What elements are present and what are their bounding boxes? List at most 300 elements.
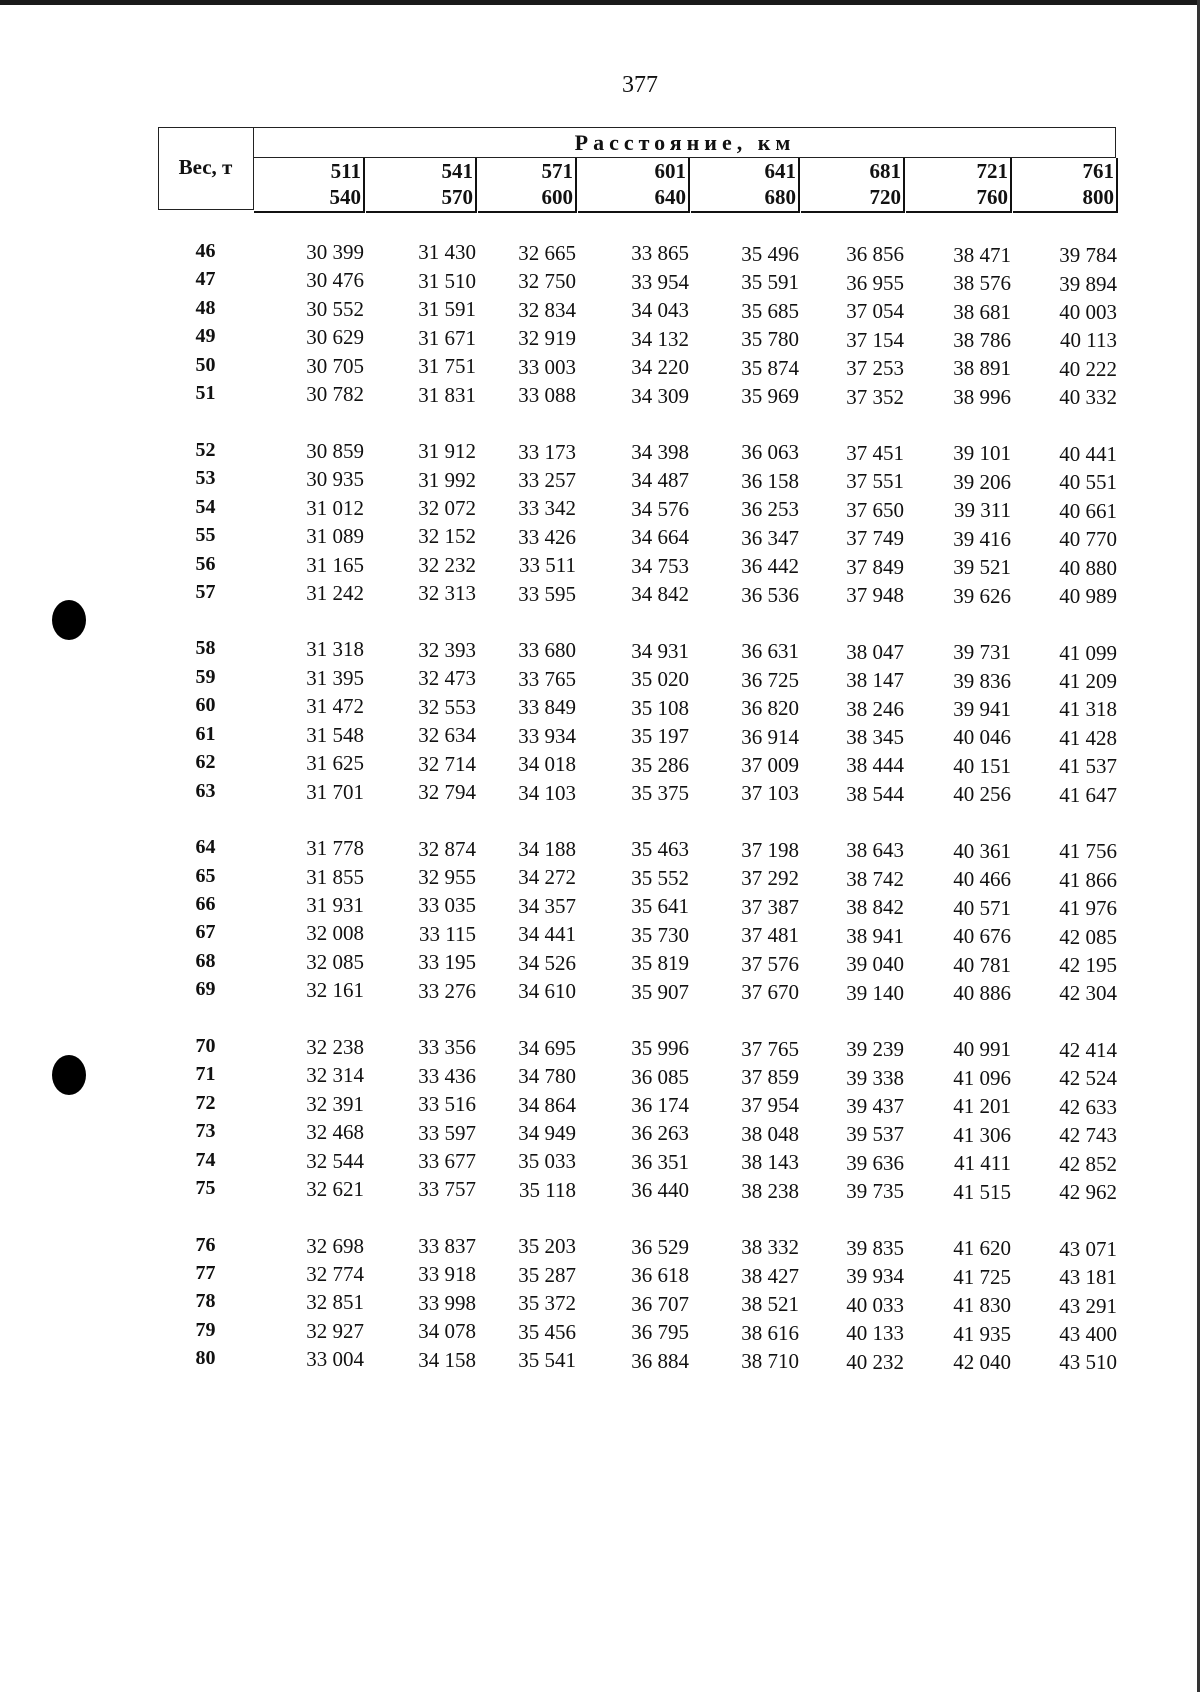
value-cell: 31 855 — [306, 864, 364, 889]
value-cell: 33 342 — [518, 496, 576, 521]
weight-cell: 64 — [195, 836, 216, 859]
value-cell: 31 089 — [306, 524, 364, 549]
value-cell: 40 232 — [846, 1349, 904, 1374]
table-row — [158, 1177, 1116, 1203]
weight-cell: 72 — [195, 1091, 216, 1114]
value-cell: 43 071 — [1059, 1236, 1117, 1261]
table-row — [158, 780, 1116, 806]
table-row — [158, 865, 1116, 891]
value-cell: 33 597 — [418, 1120, 476, 1145]
value-cell: 32 698 — [306, 1233, 364, 1258]
value-cell: 34 188 — [518, 836, 576, 861]
table-row — [158, 325, 1116, 351]
value-cell: 35 463 — [631, 837, 689, 862]
value-cell: 36 631 — [741, 639, 799, 664]
value-cell: 37 576 — [741, 951, 799, 976]
value-cell: 32 919 — [518, 326, 576, 351]
value-cell: 33 765 — [518, 666, 576, 691]
value-cell: 34 864 — [518, 1092, 576, 1117]
value-cell: 36 725 — [741, 667, 799, 692]
value-cell: 38 238 — [741, 1178, 799, 1203]
value-cell: 32 152 — [418, 524, 476, 549]
value-cell: 41 096 — [953, 1065, 1011, 1090]
value-cell: 38 246 — [846, 696, 904, 721]
value-cell: 34 949 — [518, 1121, 576, 1146]
table-row — [158, 1063, 1116, 1089]
value-cell: 38 616 — [741, 1320, 799, 1345]
value-cell: 41 620 — [953, 1236, 1011, 1261]
value-cell: 36 820 — [741, 696, 799, 721]
value-cell: 42 633 — [1059, 1094, 1117, 1119]
value-cell: 40 033 — [846, 1292, 904, 1317]
weight-cell: 52 — [195, 438, 216, 461]
weight-cell: 58 — [195, 637, 216, 660]
range-to: 800 — [1082, 185, 1114, 209]
value-cell: 40 151 — [953, 753, 1011, 778]
value-cell: 30 935 — [306, 467, 364, 492]
value-cell: 35 874 — [741, 355, 799, 380]
value-cell: 34 158 — [418, 1347, 476, 1372]
value-cell: 35 730 — [631, 922, 689, 947]
weight-cell: 67 — [195, 921, 216, 944]
table-row — [158, 467, 1116, 493]
value-cell: 31 165 — [306, 552, 364, 577]
value-cell: 36 618 — [631, 1263, 689, 1288]
table-row — [158, 836, 1116, 862]
value-cell: 40 113 — [1060, 328, 1117, 353]
table-row — [158, 893, 1116, 919]
value-cell: 32 314 — [306, 1063, 364, 1088]
range-from: 571 — [541, 159, 573, 183]
value-cell: 34 487 — [631, 468, 689, 493]
value-cell: 33 276 — [418, 978, 476, 1003]
value-cell: 36 440 — [631, 1178, 689, 1203]
value-cell: 35 591 — [741, 270, 799, 295]
value-cell: 32 714 — [418, 751, 476, 776]
value-cell: 42 743 — [1059, 1123, 1117, 1148]
value-cell: 34 132 — [631, 326, 689, 351]
value-cell: 33 115 — [419, 921, 476, 946]
table-row — [158, 1262, 1116, 1288]
value-cell: 35 456 — [518, 1319, 576, 1344]
table-row — [158, 666, 1116, 692]
value-cell: 31 430 — [418, 240, 476, 265]
value-cell: 40 781 — [953, 952, 1011, 977]
value-cell: 37 765 — [741, 1036, 799, 1061]
value-cell: 35 286 — [631, 752, 689, 777]
value-cell: 31 931 — [306, 893, 364, 917]
value-cell: 34 357 — [518, 893, 576, 918]
value-cell: 32 008 — [306, 921, 364, 946]
value-cell: 32 665 — [518, 240, 576, 265]
value-cell: 38 681 — [953, 299, 1011, 324]
value-cell: 33 003 — [518, 354, 576, 379]
table-row — [158, 524, 1116, 550]
value-cell: 36 914 — [741, 724, 799, 749]
distance-range-header — [906, 158, 1012, 213]
page-top-edge — [0, 0, 1200, 5]
value-cell: 32 851 — [306, 1290, 364, 1315]
value-cell: 33 035 — [418, 893, 476, 918]
weight-cell: 57 — [195, 580, 216, 603]
value-cell: 41 428 — [1059, 725, 1117, 750]
value-cell: 31 012 — [306, 495, 364, 520]
range-to: 720 — [869, 185, 901, 209]
weight-cell: 73 — [195, 1120, 216, 1143]
value-cell: 35 641 — [631, 894, 689, 919]
value-cell: 33 436 — [418, 1063, 476, 1088]
value-cell: 30 705 — [306, 353, 364, 378]
value-cell: 40 989 — [1059, 584, 1117, 609]
value-cell: 32 238 — [306, 1034, 364, 1059]
value-cell: 39 735 — [846, 1179, 904, 1204]
value-cell: 39 140 — [846, 980, 904, 1005]
table-row — [158, 382, 1116, 408]
value-cell: 40 222 — [1059, 356, 1117, 381]
value-cell: 42 195 — [1059, 953, 1117, 978]
value-cell: 33 173 — [518, 439, 576, 464]
weight-cell: 60 — [195, 694, 216, 717]
value-cell: 33 998 — [418, 1290, 476, 1315]
value-cell: 35 197 — [631, 724, 689, 749]
table-row — [158, 297, 1116, 323]
punch-hole-upper — [52, 600, 86, 640]
value-cell: 41 830 — [953, 1293, 1011, 1318]
value-cell: 34 526 — [518, 950, 576, 975]
value-cell: 40 133 — [846, 1321, 904, 1346]
value-cell: 32 750 — [518, 269, 576, 294]
value-cell: 37 009 — [741, 752, 799, 777]
value-cell: 32 544 — [306, 1148, 364, 1173]
value-cell: 40 880 — [1059, 555, 1117, 580]
distance-range-header — [478, 158, 577, 213]
weight-cell: 69 — [195, 978, 216, 1001]
table-row — [158, 1319, 1116, 1345]
table-row — [158, 723, 1116, 749]
value-cell: 34 018 — [518, 752, 576, 777]
value-cell: 35 108 — [631, 695, 689, 720]
value-cell: 34 078 — [418, 1319, 476, 1344]
value-cell: 40 991 — [953, 1037, 1011, 1062]
page-number: 377 — [622, 72, 658, 98]
range-from: 541 — [441, 159, 473, 183]
weight-cell: 56 — [195, 552, 216, 575]
range-from: 761 — [1082, 159, 1114, 183]
value-cell: 33 849 — [518, 695, 576, 720]
range-from: 681 — [869, 159, 901, 183]
value-cell: 37 451 — [846, 440, 904, 465]
value-cell: 31 548 — [306, 722, 364, 747]
value-cell: 33 356 — [418, 1035, 476, 1060]
value-cell: 38 471 — [953, 242, 1011, 267]
weight-cell: 53 — [195, 467, 216, 490]
value-cell: 34 103 — [518, 780, 576, 805]
value-cell: 37 292 — [741, 866, 799, 891]
value-cell: 34 753 — [631, 553, 689, 578]
value-cell: 39 040 — [846, 952, 904, 977]
value-cell: 35 996 — [631, 1036, 689, 1061]
value-cell: 42 304 — [1059, 981, 1117, 1006]
weight-cell: 79 — [195, 1318, 216, 1341]
value-cell: 40 571 — [953, 895, 1011, 920]
value-cell: 40 770 — [1059, 527, 1117, 552]
value-cell: 34 780 — [518, 1064, 576, 1089]
value-cell: 41 318 — [1059, 697, 1117, 722]
value-cell: 40 551 — [1059, 470, 1117, 495]
value-cell: 34 272 — [518, 865, 576, 890]
value-cell: 34 842 — [631, 582, 689, 607]
value-cell: 33 757 — [418, 1177, 476, 1202]
value-cell: 34 931 — [631, 638, 689, 663]
value-cell: 41 976 — [1059, 896, 1117, 921]
value-cell: 31 751 — [418, 354, 476, 379]
distance-range-header — [366, 158, 477, 213]
value-cell: 38 147 — [846, 668, 904, 693]
table-row — [158, 694, 1116, 720]
value-cell: 33 680 — [518, 638, 576, 663]
value-cell: 34 610 — [518, 979, 576, 1004]
value-cell: 32 955 — [418, 864, 476, 889]
value-cell: 39 894 — [1059, 271, 1117, 296]
value-cell: 39 731 — [953, 640, 1011, 665]
value-cell: 35 372 — [518, 1291, 576, 1316]
value-cell: 38 521 — [741, 1292, 799, 1317]
weight-cell: 55 — [195, 524, 216, 547]
value-cell: 36 884 — [631, 1348, 689, 1373]
value-cell: 36 955 — [846, 270, 904, 295]
value-cell: 38 332 — [741, 1235, 799, 1260]
value-cell: 38 576 — [953, 271, 1011, 296]
value-cell: 36 536 — [741, 582, 799, 607]
value-cell: 39 835 — [846, 1235, 904, 1260]
weight-cell: 59 — [195, 665, 216, 688]
value-cell: 32 393 — [418, 637, 476, 662]
value-cell: 37 650 — [846, 497, 904, 522]
value-cell: 32 834 — [518, 297, 576, 322]
distance-range-header — [801, 158, 905, 213]
value-cell: 35 552 — [631, 865, 689, 890]
range-from: 721 — [976, 159, 1008, 183]
value-cell: 33 195 — [418, 950, 476, 975]
value-cell: 31 510 — [418, 268, 476, 293]
value-cell: 32 391 — [306, 1091, 364, 1116]
value-cell: 35 907 — [631, 979, 689, 1004]
value-cell: 41 099 — [1059, 640, 1117, 665]
value-cell: 36 158 — [741, 468, 799, 493]
value-cell: 30 399 — [306, 240, 364, 264]
value-cell: 32 553 — [418, 694, 476, 719]
value-cell: 39 784 — [1059, 243, 1117, 268]
value-cell: 32 774 — [306, 1261, 364, 1286]
table-row — [158, 950, 1116, 976]
weight-cell: 51 — [195, 382, 216, 405]
value-cell: 41 866 — [1059, 867, 1117, 892]
value-cell: 32 232 — [418, 552, 476, 577]
value-cell: 34 664 — [631, 525, 689, 550]
value-cell: 31 472 — [306, 694, 364, 719]
value-cell: 37 154 — [846, 327, 904, 352]
value-cell: 38 427 — [741, 1263, 799, 1288]
table-row — [158, 1290, 1116, 1316]
weight-cell: 54 — [195, 495, 216, 518]
value-cell: 38 643 — [846, 838, 904, 863]
value-cell: 37 253 — [846, 356, 904, 381]
value-cell: 35 780 — [741, 327, 799, 352]
range-to: 640 — [654, 185, 686, 209]
value-cell: 36 263 — [631, 1121, 689, 1146]
value-cell: 38 048 — [741, 1121, 799, 1146]
value-cell: 37 198 — [741, 837, 799, 862]
value-cell: 33 004 — [306, 1347, 364, 1372]
value-cell: 30 552 — [306, 296, 364, 321]
value-cell: 37 948 — [846, 583, 904, 608]
value-cell: 41 306 — [953, 1122, 1011, 1147]
value-cell: 33 865 — [631, 241, 689, 266]
value-cell: 40 361 — [953, 838, 1011, 863]
distance-range-header — [254, 158, 365, 213]
value-cell: 36 795 — [631, 1320, 689, 1345]
value-cell: 40 441 — [1059, 441, 1117, 466]
weight-cell: 61 — [195, 722, 216, 745]
value-cell: 32 874 — [418, 836, 476, 861]
value-cell: 31 242 — [306, 580, 364, 605]
value-cell: 41 209 — [1059, 668, 1117, 693]
value-cell: 39 537 — [846, 1122, 904, 1147]
value-cell: 31 671 — [418, 325, 476, 350]
value-cell: 32 794 — [418, 780, 476, 805]
table-row — [158, 496, 1116, 522]
weight-cell: 66 — [195, 893, 216, 915]
value-cell: 36 085 — [631, 1064, 689, 1089]
value-cell: 39 836 — [953, 668, 1011, 693]
value-cell: 39 101 — [953, 441, 1011, 466]
value-cell: 30 859 — [306, 438, 364, 463]
value-cell: 35 496 — [741, 241, 799, 266]
value-cell: 35 287 — [518, 1262, 576, 1287]
value-cell: 33 677 — [418, 1149, 476, 1174]
value-cell: 35 819 — [631, 951, 689, 976]
value-cell: 43 181 — [1059, 1265, 1117, 1290]
range-from: 601 — [654, 159, 686, 183]
value-cell: 32 313 — [418, 581, 476, 606]
weight-cell: 68 — [195, 949, 216, 972]
value-cell: 42 040 — [953, 1349, 1011, 1374]
value-cell: 43 400 — [1059, 1321, 1117, 1346]
value-cell: 33 426 — [518, 524, 576, 549]
value-cell: 36 174 — [631, 1093, 689, 1118]
value-cell: 36 529 — [631, 1234, 689, 1259]
value-cell: 33 595 — [518, 581, 576, 606]
value-cell: 33 511 — [519, 553, 576, 578]
value-cell: 34 441 — [518, 922, 576, 947]
value-cell: 36 347 — [741, 525, 799, 550]
table-row — [158, 921, 1116, 947]
table-row — [158, 637, 1116, 663]
table-row — [158, 978, 1116, 1004]
weight-cell: 74 — [195, 1148, 216, 1171]
value-cell: 38 544 — [846, 781, 904, 806]
value-cell: 31 912 — [418, 439, 476, 464]
value-cell: 35 020 — [631, 667, 689, 692]
value-cell: 36 063 — [741, 440, 799, 465]
weight-cell: 46 — [195, 240, 216, 262]
value-cell: 30 629 — [306, 325, 364, 350]
value-cell: 31 318 — [306, 637, 364, 662]
value-cell: 38 786 — [953, 328, 1011, 353]
value-cell: 32 621 — [306, 1177, 364, 1202]
weight-cell: 48 — [195, 296, 216, 319]
value-cell: 36 351 — [631, 1149, 689, 1174]
value-cell: 39 311 — [954, 498, 1011, 523]
value-cell: 34 398 — [631, 440, 689, 465]
value-cell: 30 782 — [306, 382, 364, 407]
distance-header-title: Расстояние, км — [574, 130, 796, 155]
value-cell: 34 220 — [631, 355, 689, 380]
value-cell: 40 466 — [953, 867, 1011, 892]
value-cell: 31 625 — [306, 751, 364, 776]
value-cell: 37 481 — [741, 923, 799, 948]
value-cell: 33 837 — [418, 1233, 476, 1258]
value-cell: 30 476 — [306, 268, 364, 293]
weight-cell: 80 — [195, 1347, 216, 1370]
value-cell: 39 338 — [846, 1065, 904, 1090]
value-cell: 33 918 — [418, 1262, 476, 1287]
value-cell: 41 725 — [953, 1264, 1011, 1289]
value-cell: 41 537 — [1059, 754, 1117, 779]
value-cell: 41 515 — [953, 1179, 1011, 1204]
table-row — [158, 1092, 1116, 1118]
weight-cell: 65 — [195, 864, 216, 887]
value-cell: 40 676 — [953, 924, 1011, 949]
value-cell: 38 842 — [846, 895, 904, 920]
header-rule — [158, 127, 1116, 128]
value-cell: 38 891 — [953, 356, 1011, 381]
value-cell: 38 444 — [846, 753, 904, 778]
value-cell: 37 387 — [741, 894, 799, 919]
weight-cell: 62 — [195, 751, 216, 774]
value-cell: 35 033 — [518, 1149, 576, 1174]
value-cell: 34 576 — [631, 496, 689, 521]
range-to: 600 — [541, 185, 573, 209]
value-cell: 35 541 — [518, 1348, 576, 1373]
value-cell: 33 257 — [518, 468, 576, 493]
table-row — [158, 1149, 1116, 1175]
value-cell: 43 510 — [1059, 1350, 1117, 1375]
value-cell: 38 941 — [846, 923, 904, 948]
value-cell: 33 934 — [518, 723, 576, 748]
value-cell: 41 201 — [953, 1094, 1011, 1119]
value-cell: 39 941 — [953, 696, 1011, 721]
value-cell: 31 701 — [306, 779, 364, 804]
range-to: 760 — [976, 185, 1008, 209]
table-header — [158, 127, 1116, 211]
value-cell: 31 591 — [418, 297, 476, 322]
value-cell: 39 239 — [846, 1037, 904, 1062]
table-row — [158, 240, 1116, 266]
table-row — [158, 1120, 1116, 1146]
weight-cell: 71 — [195, 1063, 216, 1086]
value-cell: 40 332 — [1059, 385, 1117, 410]
table-row — [158, 354, 1116, 380]
value-cell: 34 309 — [631, 383, 689, 408]
distance-range-header — [691, 158, 800, 213]
table-row — [158, 553, 1116, 579]
value-cell: 31 395 — [306, 665, 364, 690]
value-cell: 37 859 — [741, 1065, 799, 1090]
value-cell: 32 473 — [418, 666, 476, 691]
value-cell: 41 647 — [1059, 782, 1117, 807]
value-cell: 32 085 — [306, 949, 364, 974]
